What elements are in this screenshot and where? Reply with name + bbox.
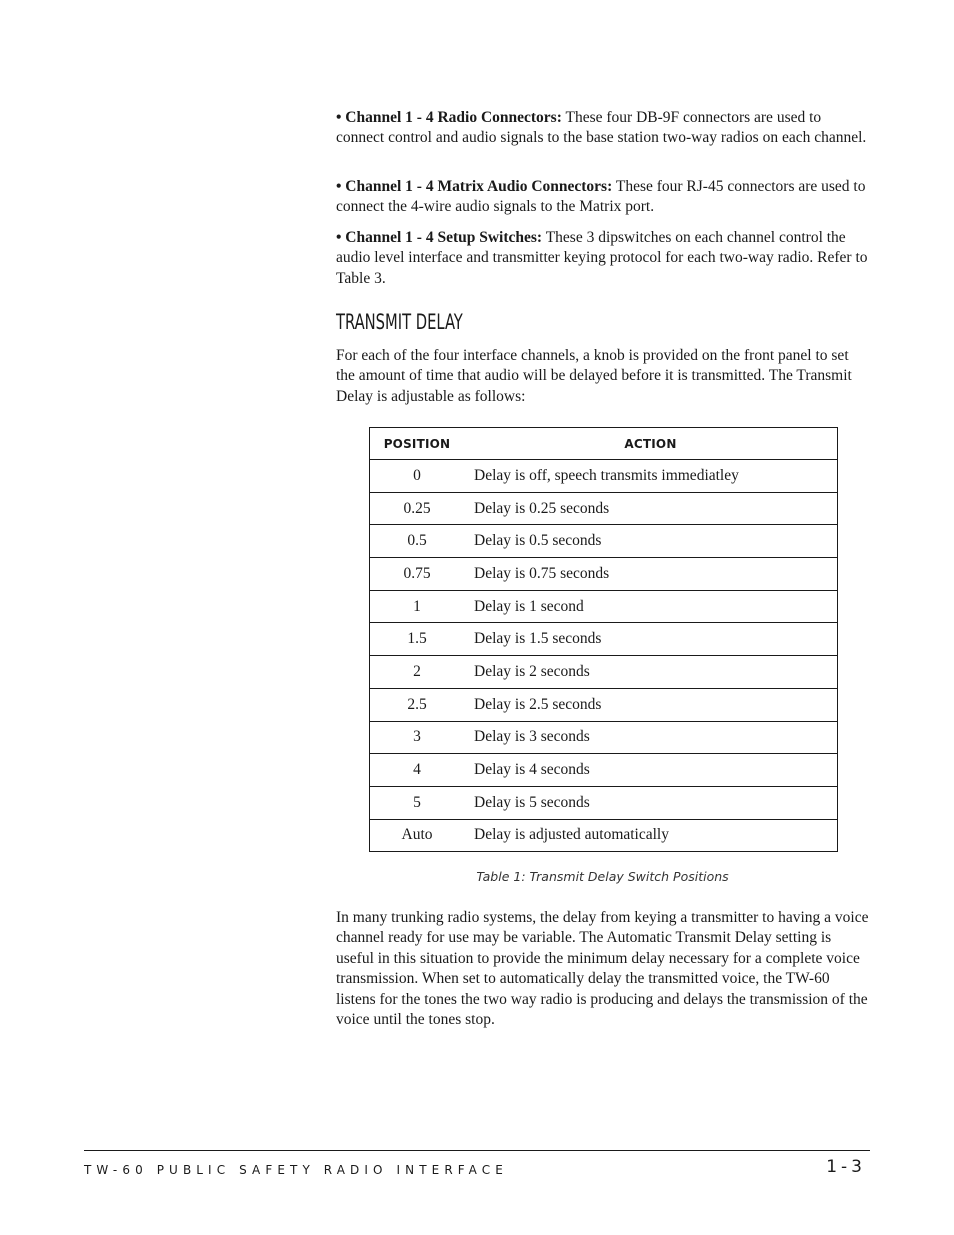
action-cell: Delay is 0.75 seconds [464, 558, 838, 591]
table-row [370, 460, 838, 493]
action-cell: Delay is off, speech transmits immediatley [464, 460, 838, 493]
position-cell: 2.5 [370, 688, 465, 721]
closing-paragraph: In many trunking radio systems, the delay from keying a transmitter to having a voice channel ready for use may be variable. The Automatic Transmit Delay setting is useful in this situation to provide the minimum delay necessary for a complete voice transmission. When set to automatically delay the transmitted voice, the TW-60 listens for the tones the two way radio is producing and delays the transmission of the voice until the tones stop. [336, 909, 869, 1029]
table-row [370, 558, 838, 591]
position-cell: 1 [370, 590, 465, 623]
bullet-term: • Channel 1 - 4 Matrix Audio Connectors: [336, 178, 613, 195]
column-header-position: POSITION [370, 428, 465, 460]
bullet-radio-connectors [336, 108, 869, 149]
bullet-text: These four DB-9F connectors are used to connect control and audio signals to the base station two-way radios on each channel. [336, 109, 867, 147]
table-row [370, 721, 838, 754]
position-cell: Auto [370, 819, 465, 852]
bullet-text: These 3 dipswitches on each channel control the audio level interface and transmitter keying protocol for each two-way radio. Refer to Table 3. [336, 229, 868, 287]
table-row [370, 786, 838, 819]
action-cell: Delay is adjusted automatically [464, 819, 838, 852]
position-cell: 2 [370, 656, 465, 689]
column-header-action: ACTION [464, 428, 838, 460]
section-intro: For each of the four interface channels, a knob is provided on the front panel to set the amount of time that audio will be delayed before it is transmitted. The Transmit Delay is adjustable as follows: [336, 347, 852, 405]
position-cell: 0 [370, 460, 465, 493]
bullet-matrix-audio-connectors [336, 177, 869, 218]
bullet-setup-switches [336, 228, 869, 289]
table-row [370, 590, 838, 623]
action-cell: Delay is 0.25 seconds [464, 492, 838, 525]
position-cell: 4 [370, 754, 465, 787]
footer-title: TW-60 PUBLIC SAFETY RADIO INTERFACE [84, 1163, 508, 1177]
table-row [370, 656, 838, 689]
action-cell: Delay is 5 seconds [464, 786, 838, 819]
bullet-term: • Channel 1 - 4 Setup Switches: [336, 229, 543, 246]
table-row [370, 623, 838, 656]
table-row [370, 754, 838, 787]
action-cell: Delay is 3 seconds [464, 721, 838, 754]
table-row [370, 819, 838, 852]
action-cell: Delay is 2 seconds [464, 656, 838, 689]
position-cell: 1.5 [370, 623, 465, 656]
action-cell: Delay is 4 seconds [464, 754, 838, 787]
transmit-delay-table [369, 427, 838, 852]
action-cell: Delay is 1.5 seconds [464, 623, 838, 656]
position-cell: 5 [370, 786, 465, 819]
table-header-row [370, 428, 838, 460]
table-caption: Table 1: Transmit Delay Switch Positions [476, 869, 729, 884]
table-row [370, 688, 838, 721]
action-cell: Delay is 1 second [464, 590, 838, 623]
table-row [370, 492, 838, 525]
action-cell: Delay is 2.5 seconds [464, 688, 838, 721]
footer-divider [84, 1150, 870, 1151]
position-cell: 0.25 [370, 492, 465, 525]
bullet-term: • Channel 1 - 4 Radio Connectors: [336, 109, 562, 126]
action-cell: Delay is 0.5 seconds [464, 525, 838, 558]
section-heading: TRANSMIT DELAY [336, 310, 463, 334]
page-number: 1-3 [826, 1157, 866, 1177]
position-cell: 0.5 [370, 525, 465, 558]
position-cell: 0.75 [370, 558, 465, 591]
bullet-text: These four RJ-45 connectors are used to connect the 4-wire audio signals to the Matrix port. [336, 178, 866, 216]
table-row [370, 525, 838, 558]
position-cell: 3 [370, 721, 465, 754]
